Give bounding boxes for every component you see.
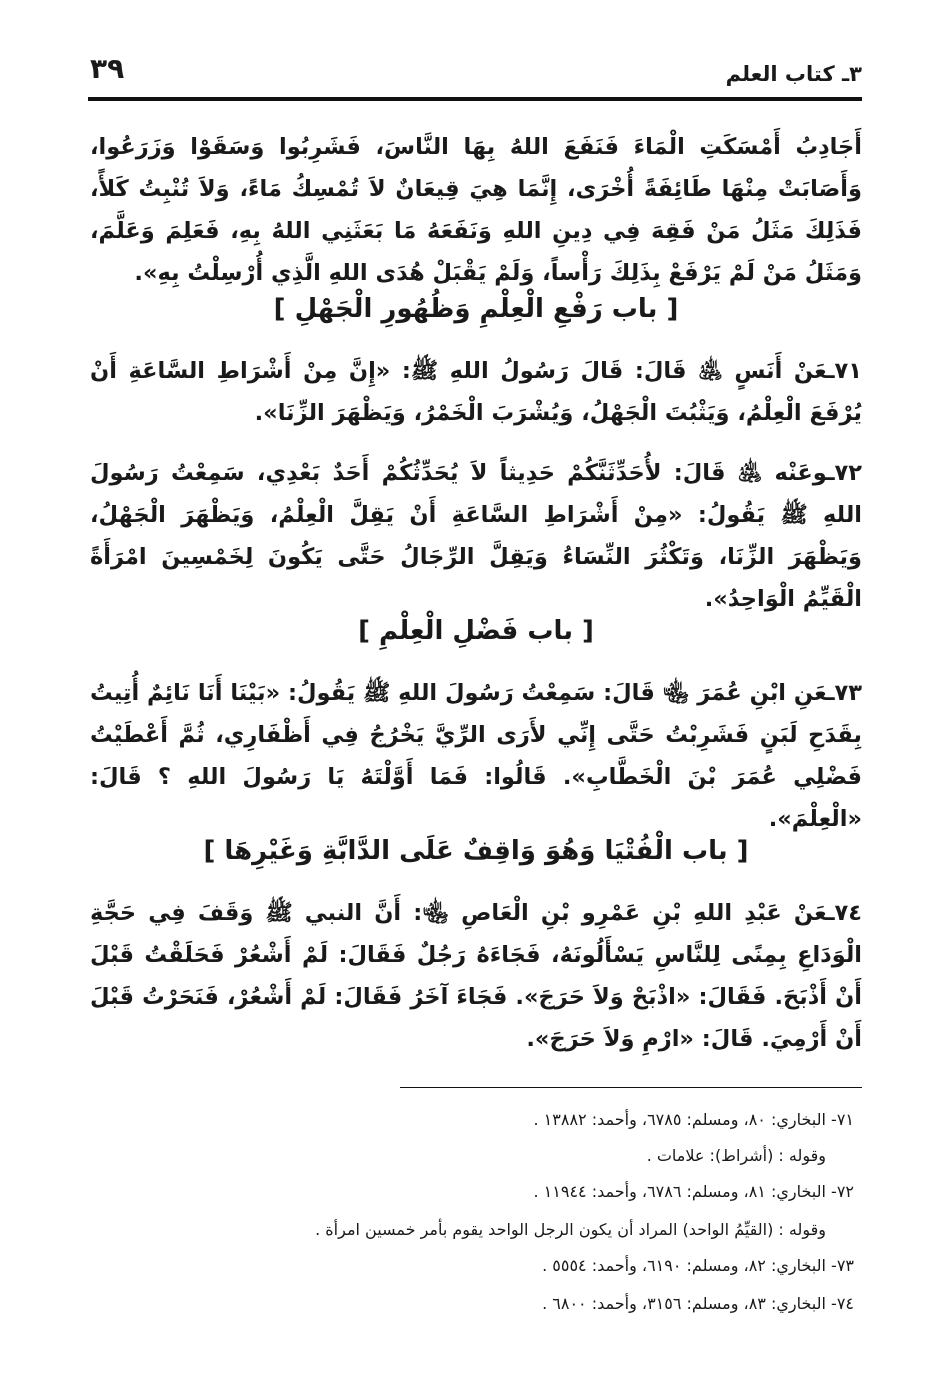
section-heading: [ باب فَضْلِ الْعِلْمِ ] xyxy=(358,616,594,646)
section-heading: [ باب الْفُتْيَا وَهُوَ وَاقِفٌ عَلَى الدَّابَّةِ وَغَيْرِهَا ] xyxy=(203,836,749,866)
chapter-title: ٣ـ كتاب العلم xyxy=(725,62,862,86)
hadith-text: عَنْ عَبْدِ اللهِ بْنِ عَمْرِو بْنِ الْعَاصِ ﵄: أَنَّ النبي ﷺ وَقَفَ فِي حَجَّةِ الْوَدَاعِ بِمِنًى لِلنَّاسِ يَسْأَلُونَهُ، فَجَاءَهُ رَجُلٌ فَقَالَ: لَمْ أَشْعُرْ فَحَلَقْتُ قَبْلَ أَنْ أَذْبَحَ. فَقَالَ: «اذْبَحْ وَلاَ حَرَجَ». فَجَاءَ آخَرُ فَقَالَ: لَمْ أَشْعُرْ، فَنَحَرْتُ قَبْلَ أَنْ أَرْمِيَ. قَالَ: «ارْمِ وَلاَ حَرَجَ». xyxy=(90,900,862,1052)
footnote-72: ٧٢- البخاري: ٨١، ومسلم: ٦٧٨٦، وأحمد: ١١٩٤٤ . xyxy=(533,1182,854,1201)
section-1 xyxy=(90,294,862,324)
hadith-number: ٧٢ـ xyxy=(826,460,862,486)
footnote-74: ٧٤- البخاري: ٨٣، ومسلم: ٣١٥٦، وأحمد: ٦٨٠٠ . xyxy=(542,1294,854,1313)
footnote-72-note: وقوله : (القيِّمُ الواحد) المراد أن يكون الرجل الواحد يقوم بأمر خمسين امرأة . xyxy=(315,1220,826,1239)
section-3 xyxy=(90,836,862,866)
section-2 xyxy=(90,616,862,646)
hadith-74 xyxy=(90,892,862,1060)
hadith-paragraph xyxy=(90,452,862,620)
footnote-rule xyxy=(400,1087,862,1088)
hadith-73 xyxy=(90,672,862,840)
hadith-number: ٧٤ـ xyxy=(826,900,862,926)
intro-paragraph-block xyxy=(90,126,862,294)
hadith-paragraph xyxy=(90,672,862,840)
hadith-71 xyxy=(90,350,862,434)
intro-paragraph: أَجَادِبُ أَمْسَكَتِ الْمَاءَ فَنَفَعَ اللهُ بِهَا النَّاسَ، فَشَرِبُوا وَسَقَوْا وَزَرَعُوا، وَأَصَابَتْ مِنْهَا طَائِفَةً أُخْرَى، إِنَّمَا هِيَ قِيعَانٌ لاَ تُمْسِكُ مَاءً، وَلاَ تُنْبِتُ كَلأً، فَذَلِكَ مَثَلُ مَنْ فَقِهَ فِي دِينِ اللهِ وَنَفَعَهُ مَا بَعَثَنِي اللهُ بِهِ، فَعَلِمَ وَعَلَّمَ، وَمَثَلُ مَنْ لَمْ يَرْفَعْ بِذَلِكَ رَأْساً، وَلَمْ يَقْبَلْ هُدَى اللهِ الَّذِي أُرْسِلْتُ بِهِ». xyxy=(90,134,862,286)
hadith-paragraph xyxy=(90,350,862,434)
hadith-text: عَنْ أَنَسٍ ﵁ قَالَ: قَالَ رَسُولُ اللهِ ﷺ: «إِنَّ مِنْ أَشْرَاطِ السَّاعَةِ أَنْ يُرْفَعَ الْعِلْمُ، وَيَثْبُتَ الْجَهْلُ، وَيُشْرَبَ الْخَمْرُ، وَيَظْهَرَ الزِّنَا». xyxy=(90,358,862,426)
footnote-73: ٧٣- البخاري: ٨٢، ومسلم: ٦١٩٠، وأحمد: ٥٥٥٤ . xyxy=(542,1256,854,1275)
hadith-text: وعَنْه ﵁ قَالَ: لأُحَدِّثَنَّكُمْ حَدِيثاً لاَ يُحَدِّثُكُمْ أَحَدٌ بَعْدِي، سَمِعْتُ رَسُولَ اللهِ ﷺ يَقُولُ: «مِنْ أَشْرَاطِ السَّاعَةِ أَنْ يَقِلَّ الْعِلْمُ، وَيَظْهَرَ الْجَهْلُ، وَيَظْهَرَ الزِّنَا، وَتَكْثُرَ النِّسَاءُ وَيَقِلَّ الرِّجَالُ حَتَّى يَكُونَ لِخَمْسِينَ امْرَأَةً الْقَيِّمُ الْوَاحِدُ». xyxy=(90,460,862,612)
hadith-paragraph xyxy=(90,892,862,1060)
hadith-text: عَنِ ابْنِ عُمَرَ ﵄ قَالَ: سَمِعْتُ رَسُولَ اللهِ ﷺ يَقُولُ: «بَيْنَا أَنَا نَائِمٌ أُتِيتُ بِقَدَحِ لَبَنٍ فَشَرِبْتُ حَتَّى إِنِّي لأَرَى الرِّيَّ يَخْرُجُ فِي أَظْفَارِي، ثُمَّ أَعْطَيْتُ فَضْلِي عُمَرَ بْنَ الْخَطَّابِ». قَالُوا: فَمَا أَوَّلْتَهُ يَا رَسُولَ اللهِ ؟ قَالَ: «الْعِلْمَ». xyxy=(90,680,862,832)
hadith-72 xyxy=(90,452,862,620)
hadith-number: ٧١ـ xyxy=(826,358,862,384)
page-number: ٣٩ xyxy=(90,52,125,85)
hadith-number: ٧٣ـ xyxy=(826,680,862,706)
footnote-71: ٧١- البخاري: ٨٠، ومسلم: ٦٧٨٥، وأحمد: ١٣٨٨٢ . xyxy=(533,1110,854,1129)
section-heading: [ باب رَفْعِ الْعِلْمِ وَظُهُورِ الْجَهْلِ ] xyxy=(273,294,679,324)
page-header xyxy=(90,52,862,100)
footnote-71-note: وقوله : (أشراط): علامات . xyxy=(646,1146,826,1165)
header-rule xyxy=(88,97,862,101)
